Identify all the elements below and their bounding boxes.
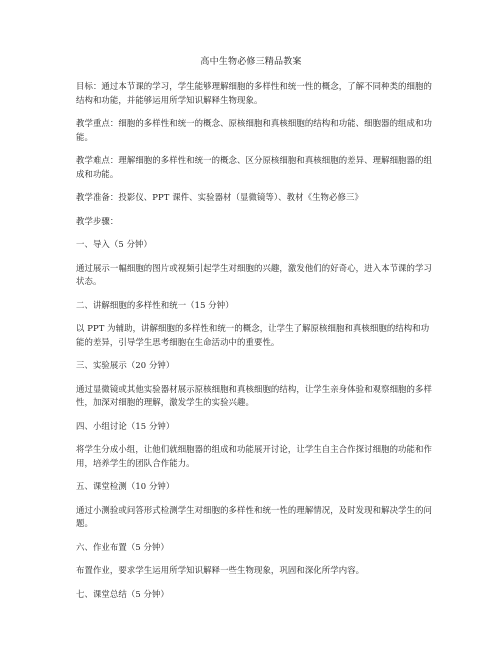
section-heading-quiz: 五、课堂检测（10 分钟） — [76, 481, 175, 491]
section-heading-summary: 七、课堂总结（5 分钟） — [76, 588, 169, 599]
section-heading-lecture: 二、讲解细胞的多样性和统一（15 分钟） — [76, 299, 234, 310]
section-heading-homework: 六、作业布置（5 分钟） — [76, 541, 169, 552]
paragraph-objective: 目标：通过本节课的学习，学生能够理解细胞的多样性和统一性的概念，了解不同种类的细胞的结构和功能，并能够运用所学知识解释生物现象。 — [76, 81, 432, 105]
paragraph-quiz: 通过小测验或问答形式检测学生对细胞的多样性和统一性的理解情况，及时发现和解决学生的问题。 — [76, 504, 432, 528]
document-title: 高中生物必修三精品教案 — [200, 57, 302, 67]
paragraph-experiment: 通过显微镜或其他实验器材展示原核细胞和真核细胞的结构，让学生亲身体验和观察细胞的多样性，加深对细胞的理解，激发学生的实验兴趣。 — [76, 383, 432, 407]
paragraph-discussion: 将学生分成小组，让他们就细胞器的组成和功能展开讨论，让学生自主合作探讨细胞的功能和作用，培养学生的团队合作能力。 — [76, 444, 432, 468]
paragraph-difficulties: 教学难点：理解细胞的多样性和统一的概念、区分原核细胞和真核细胞的差异、理解细胞器的组成和功能。 — [76, 155, 432, 179]
document-body — [76, 80, 432, 611]
paragraph-preparation: 教学准备：投影仪、PPT 课件、实验器材（显微镜等）、教材《生物必修三》 — [76, 192, 363, 202]
paragraph-lecture: 以 PPT 为辅助，讲解细胞的多样性和统一的概念，让学生了解原核细胞和真核细胞的结构和功能的差异，引导学生思考细胞在生命活动中的重要性。 — [76, 323, 430, 347]
paragraph-intro: 通过展示一幅细胞的图片或视频引起学生对细胞的兴趣，激发他们的好奇心，进入本节课的学习状态。 — [76, 262, 432, 286]
section-heading-discussion: 四、小组讨论（15 分钟） — [76, 420, 175, 431]
paragraph-homework: 布置作业，要求学生运用所学知识解释一些生物现象，巩固和深化所学内容。 — [76, 565, 365, 575]
section-heading-intro: 一、导入（5 分钟） — [76, 239, 152, 249]
paragraph-steps-label: 教学步骤： — [76, 215, 119, 226]
paragraph-key-points: 教学重点：细胞的多样性和统一的概念、原核细胞和真核细胞的结构和功能、细胞器的组成和功能。 — [76, 118, 432, 142]
section-heading-experiment: 三、实验展示（20 分钟） — [76, 360, 175, 370]
